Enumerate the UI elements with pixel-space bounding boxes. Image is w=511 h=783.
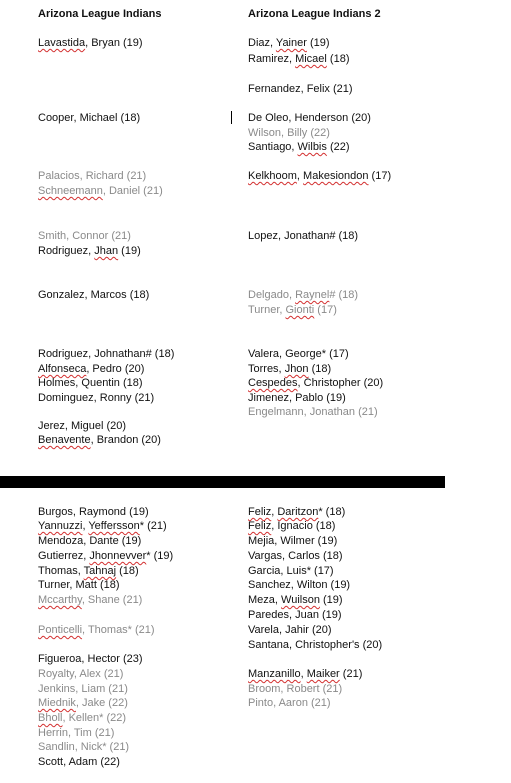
roster-entry	[248, 303, 337, 318]
roster-entry	[38, 505, 149, 520]
roster-entry	[38, 534, 141, 549]
entry-text: # (18)	[329, 289, 359, 301]
entry-text: Santiago,	[248, 141, 298, 153]
roster-entry	[38, 564, 139, 579]
roster-entry	[38, 111, 140, 126]
section-divider	[0, 476, 445, 488]
misspelled-word: Gionti	[285, 304, 315, 316]
roster-entry	[248, 169, 391, 184]
misspelled-word: Makesiondon	[303, 170, 369, 182]
misspelled-word: Yannuzzi	[38, 520, 83, 532]
misspelled-word: Tahnaj	[83, 565, 117, 577]
roster-entry	[38, 726, 114, 741]
entry-text: Valera, George* (17)	[248, 348, 349, 360]
roster-entry	[38, 623, 155, 638]
entry-text: Gutierrez,	[38, 550, 90, 562]
entry-text: De Oleo, Henderson (20)	[248, 112, 371, 124]
entry-text: , Ignacio (18)	[271, 520, 336, 532]
entry-text: Vargas, Carlos (18)	[248, 550, 343, 562]
entry-text: (22)	[326, 141, 350, 153]
entry-text: Royalty, Alex (21)	[38, 668, 124, 680]
entry-text: , Shane (21)	[81, 594, 143, 606]
entry-text: Scott, Adam (22)	[38, 756, 120, 768]
roster-entry	[248, 696, 331, 711]
entry-text: ,	[82, 520, 89, 532]
roster-entry	[38, 652, 143, 667]
entry-text: Holmes, Quentin (18)	[38, 377, 143, 389]
roster-entry	[38, 593, 142, 608]
entry-text: (19)	[319, 594, 343, 606]
entry-text: Dominguez, Ronny (21)	[38, 392, 155, 404]
roster-entry	[38, 740, 129, 755]
roster-entry	[248, 229, 358, 244]
entry-text: Torres,	[248, 363, 285, 375]
entry-text: Meza,	[248, 594, 282, 606]
misspelled-word: Schneemann	[38, 185, 103, 197]
roster-entry	[38, 755, 120, 770]
entry-text: (19)	[118, 245, 141, 257]
roster-entry	[38, 169, 146, 184]
entry-text: Garcia, Luis* (17)	[248, 565, 334, 577]
column-title-indians: Arizona League Indians	[38, 8, 162, 20]
entry-text: (18)	[326, 53, 350, 65]
entry-text: Jimenez, Pablo (19)	[248, 392, 346, 404]
entry-text: (18)	[308, 363, 332, 375]
entry-text: Ramirez,	[248, 53, 296, 65]
roster-entry	[248, 578, 350, 593]
misspelled-word: Cespedes	[248, 377, 298, 389]
entry-text: Wilson, Billy (22)	[248, 127, 330, 139]
roster-entry	[38, 433, 161, 448]
roster-entry	[248, 362, 331, 377]
roster-entry	[38, 229, 131, 244]
misspelled-word: Yainer	[275, 37, 307, 49]
roster-entry	[248, 564, 334, 579]
roster-entry	[38, 549, 173, 564]
entry-text: Fernandez, Felix (21)	[248, 83, 353, 95]
roster-entry	[38, 347, 174, 362]
roster-entry	[248, 608, 342, 623]
misspelled-word: Maiker	[306, 668, 340, 680]
entry-text: Rodriguez,	[38, 245, 95, 257]
roster-entry	[248, 667, 362, 682]
roster-entry	[38, 711, 126, 726]
roster-entry	[248, 82, 353, 97]
roster-entry	[38, 184, 163, 199]
roster-entry	[248, 126, 330, 141]
entry-text: Broom, Robert (21)	[248, 683, 343, 695]
misspelled-word: Jhon	[284, 363, 309, 375]
entry-text: Jenkins, Liam (21)	[38, 683, 128, 695]
entry-text: ,	[300, 668, 307, 680]
entry-text: Thomas,	[38, 565, 84, 577]
roster-entry	[248, 405, 378, 420]
entry-text: (19)	[306, 37, 330, 49]
entry-text: , Christopher (20)	[297, 377, 384, 389]
misspelled-word: Miednik	[38, 697, 76, 709]
entry-text: Delgado,	[248, 289, 296, 301]
roster-entry	[248, 347, 349, 362]
misspelled-word: Wilbis	[297, 141, 327, 153]
roster-entry	[248, 376, 383, 391]
entry-text: Diaz,	[248, 37, 276, 49]
entry-text: , Daniel (21)	[102, 185, 163, 197]
roster-entry	[38, 288, 149, 303]
roster-entry	[38, 419, 126, 434]
roster-entry	[38, 667, 123, 682]
roster-entry	[248, 623, 332, 638]
entry-text: Engelmann, Jonathan (21)	[248, 406, 378, 418]
roster-entry	[248, 140, 350, 155]
misspelled-word: Kelkhoom	[248, 170, 297, 182]
roster-entry	[38, 578, 120, 593]
roster-entry	[248, 391, 346, 406]
entry-text: , Bryan (19)	[85, 37, 143, 49]
roster-entry	[248, 36, 330, 51]
entry-text: Cooper, Michael (18)	[38, 112, 141, 124]
entry-text: Mendoza, Dante (19)	[38, 535, 142, 547]
roster-entry	[38, 519, 167, 534]
misspelled-word: Jhonnevver	[89, 550, 147, 562]
entry-text: Palacios, Richard (21)	[38, 170, 147, 182]
entry-text: Sandlin, Nick* (21)	[38, 741, 130, 753]
roster-entry	[38, 362, 144, 377]
entry-text: , Kellen* (22)	[62, 712, 127, 724]
entry-text: Jerez, Miguel (20)	[38, 420, 127, 432]
entry-text: * (19)	[146, 550, 174, 562]
entry-text: Rodriguez, Johnathan# (18)	[38, 348, 175, 360]
entry-text: * (21)	[139, 520, 167, 532]
entry-text: , Thomas* (21)	[82, 624, 155, 636]
misspelled-word: Jhan	[94, 245, 119, 257]
text-cursor	[231, 111, 232, 124]
entry-text: , Jake (22)	[75, 697, 128, 709]
misspelled-word: Yeffersson	[88, 520, 140, 532]
misspelled-word: Feliz	[248, 520, 272, 532]
entry-text: ,	[271, 506, 278, 518]
roster-entry	[248, 549, 343, 564]
entry-text: (17)	[368, 170, 392, 182]
roster-entry	[248, 111, 371, 126]
entry-text: * (18)	[318, 506, 346, 518]
misspelled-word: Bholl	[38, 712, 63, 724]
entry-text: Turner,	[248, 304, 286, 316]
misspelled-word: Wuilson	[281, 594, 320, 606]
misspelled-word: Mccarthy	[38, 594, 82, 606]
misspelled-word: Daritzon	[277, 506, 319, 518]
misspelled-word: Feliz	[248, 506, 272, 518]
column-title-indians-2: Arizona League Indians 2	[248, 8, 381, 20]
misspelled-word: Ponticelli	[38, 624, 83, 636]
roster-entry	[38, 376, 143, 391]
roster-entry	[248, 638, 382, 653]
entry-text: Herrin, Tim (21)	[38, 727, 115, 739]
entry-text: (17)	[314, 304, 337, 316]
roster-entry	[38, 244, 141, 259]
roster-entry	[248, 593, 343, 608]
misspelled-word: Micael	[295, 53, 327, 65]
roster-entry	[248, 534, 337, 549]
entry-text: Sanchez, Wilton (19)	[248, 579, 351, 591]
entry-text: Pinto, Aaron (21)	[248, 697, 331, 709]
entry-text: Lopez, Jonathan# (18)	[248, 230, 359, 242]
entry-text: ,	[296, 170, 304, 182]
misspelled-word: Raynel	[295, 289, 330, 301]
roster-entry	[38, 391, 154, 406]
entry-text: Smith, Connor (21)	[38, 230, 131, 242]
roster-entry	[248, 519, 335, 534]
entry-text: Turner, Matt (18)	[38, 579, 120, 591]
entry-text: Santana, Christopher's (20)	[248, 639, 383, 651]
entry-text: , Brandon (20)	[90, 434, 161, 446]
misspelled-word: Benavente	[38, 434, 91, 446]
entry-text: (18)	[116, 565, 139, 577]
entry-text: Varela, Jahir (20)	[248, 624, 332, 636]
roster-entry	[38, 682, 128, 697]
misspelled-word: Manzanillo	[248, 668, 301, 680]
entry-text: , Pedro (20)	[86, 363, 145, 375]
entry-text: Burgos, Raymond (19)	[38, 506, 149, 518]
entry-text: Figueroa, Hector (23)	[38, 653, 143, 665]
entry-text: Mejia, Wilmer (19)	[248, 535, 338, 547]
entry-text: Gonzalez, Marcos (18)	[38, 289, 150, 301]
roster-entry	[38, 36, 143, 51]
roster-entry	[38, 696, 128, 711]
roster-entry	[248, 288, 358, 303]
entry-text: (21)	[339, 668, 363, 680]
roster-entry	[248, 52, 349, 67]
roster-entry	[248, 682, 342, 697]
entry-text: Paredes, Juan (19)	[248, 609, 342, 621]
misspelled-word: Alfonseca	[38, 363, 87, 375]
roster-entry	[248, 505, 345, 520]
misspelled-word: Lavastida	[38, 37, 86, 49]
